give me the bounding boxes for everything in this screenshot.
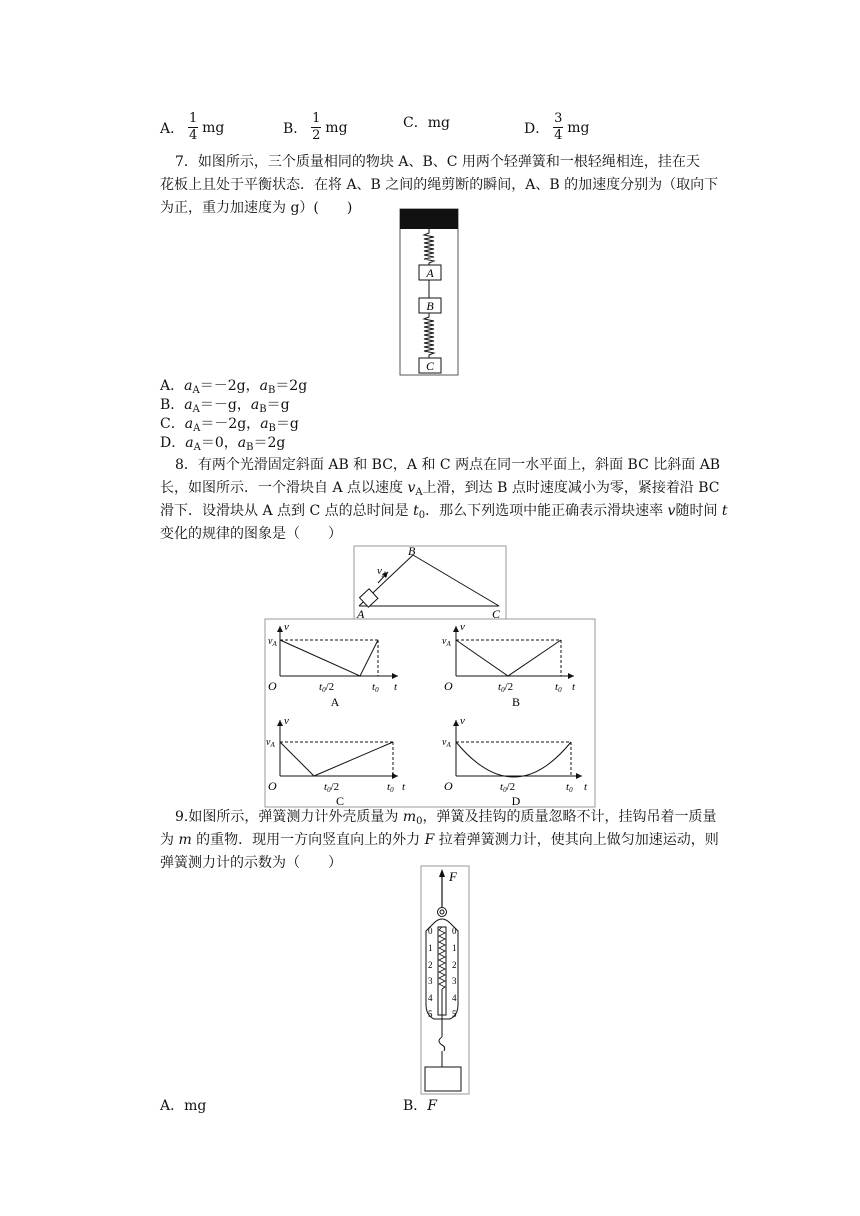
graph-name: A — [330, 695, 340, 709]
symbol: a — [250, 397, 260, 413]
symbol: a — [184, 416, 194, 432]
mark-left-5: 5 — [428, 1009, 433, 1019]
v-axis-arrow — [277, 720, 283, 726]
subscript: 0 — [416, 816, 423, 827]
symbol: a — [260, 416, 269, 432]
mark-right-4: 4 — [452, 993, 457, 1003]
subscript: A — [192, 404, 200, 415]
slider-block — [360, 589, 378, 607]
value-b: ＝g — [266, 397, 290, 413]
mark-right-3: 3 — [452, 976, 457, 986]
fraction — [311, 112, 321, 143]
graph-b — [442, 621, 576, 709]
v-curve — [456, 640, 561, 676]
text: ．那么下列选项中能正确表示滑块速率 — [425, 503, 668, 519]
v-axis-arrow — [453, 626, 459, 632]
half-t0-label: t0/2 — [319, 681, 335, 694]
q9-option-a: A．mg — [160, 1098, 207, 1114]
numerator: 1 — [188, 111, 198, 126]
graph-a — [268, 621, 398, 709]
subscript: B — [268, 423, 276, 434]
text: 滑下．设滑块从 A 点到 C 点的总时间是 — [160, 503, 414, 519]
subscript: A — [415, 487, 423, 498]
q7-option-d — [160, 434, 285, 457]
v-axis-label: v — [460, 715, 465, 727]
mark-right-2: 2 — [452, 960, 457, 970]
t0-label: t0 — [566, 781, 573, 794]
half-t0-label: t0/2 — [500, 781, 516, 794]
q9-option-b — [403, 1097, 437, 1115]
t-axis-label: t — [572, 681, 576, 693]
va-label: $v_A$ — [268, 636, 277, 648]
option-letter: D． — [524, 120, 550, 137]
symbol-t: t — [721, 503, 728, 519]
mark-left-2: 2 — [428, 960, 433, 970]
symbol: a — [259, 378, 268, 394]
value-a: ＝－2g， — [200, 416, 261, 432]
block-a-label: A — [426, 266, 434, 280]
option-value: F — [427, 1098, 438, 1114]
symbol: a — [237, 435, 247, 451]
lower-spring — [424, 313, 434, 358]
velocity-label: $v_A$ — [377, 565, 387, 579]
q9-stem-line-2 — [160, 831, 719, 849]
mark-right-1: 1 — [452, 943, 457, 953]
t-axis-label: t — [394, 681, 398, 693]
text: 拉着弹簧测力计，使其向上做匀加速运动，则 — [434, 832, 719, 848]
panel-border — [265, 619, 595, 807]
t-axis-label: t — [584, 781, 588, 793]
q8-stem-line-3 — [160, 502, 728, 525]
top-ring-inner — [440, 910, 444, 914]
mark-right-0: 0 — [452, 926, 457, 936]
origin-label: O — [268, 679, 277, 693]
graph-d — [442, 715, 588, 808]
t-axis-arrow — [576, 773, 582, 779]
symbol-v: v — [407, 480, 416, 496]
option-text: C．mg — [403, 115, 450, 131]
mark-left-0: 0 — [428, 926, 433, 936]
point-b-label: B — [408, 545, 416, 558]
subscript: B — [246, 442, 254, 453]
value-a: ＝－g， — [199, 397, 251, 413]
subscript: A — [193, 442, 201, 453]
option-letter: D． — [160, 435, 186, 451]
t0-label: t0 — [387, 781, 394, 794]
v-axis-arrow — [277, 626, 283, 632]
v-curve — [280, 742, 393, 776]
va-label: $v_A$ — [442, 636, 451, 648]
value-b: ＝2g — [253, 435, 286, 451]
text: 的重物．现用一方向竖直向上的外力 — [191, 832, 425, 848]
denominator: 4 — [554, 128, 563, 143]
hook — [439, 1037, 445, 1051]
mark-right-5: 5 — [452, 1009, 457, 1019]
q7-stem-line-1: 7．如图所示，三个质量相同的物块 A、B、C 用两个轻弹簧和一根轻绳相连，挂在天 — [175, 154, 700, 170]
v-axis-label: v — [284, 715, 289, 727]
t-axis-label: t — [402, 781, 406, 793]
subscript: B — [259, 404, 267, 415]
symbol: a — [184, 378, 193, 394]
q8-stem-line-2 — [160, 479, 720, 502]
v-axis-arrow — [453, 720, 459, 726]
q8-stem-line-4: 变化的规律的图象是（ ） — [160, 526, 342, 542]
option-letter: A． — [160, 120, 185, 137]
half-t0-label: t0/2 — [324, 781, 340, 794]
q6-option-a — [160, 112, 224, 143]
point-a-label: A — [357, 607, 365, 620]
q6-option-b — [283, 112, 348, 143]
origin-label: O — [268, 779, 277, 793]
v-curve — [280, 640, 378, 676]
option-letter: B． — [283, 120, 308, 137]
option-unit: mg — [202, 119, 225, 136]
subscript: B — [267, 385, 276, 396]
q7-stem-line-3: 为正，重力加速度为 g）( ) — [160, 200, 353, 216]
value-a: ＝0， — [200, 435, 238, 451]
symbol-t: t — [413, 503, 419, 519]
graph-c — [266, 715, 406, 808]
fraction — [188, 112, 198, 143]
t0-label: t0 — [372, 681, 379, 694]
subscript: A — [193, 423, 201, 434]
point-c-label: C — [492, 607, 501, 620]
q6-option-c — [403, 112, 450, 132]
q9-stem-line-3: 弹簧测力计的示数为（ ） — [160, 855, 342, 871]
block-b-label: B — [426, 299, 434, 313]
block-c-label: C — [425, 359, 435, 373]
v-axis-label: v — [284, 621, 289, 633]
fraction — [553, 112, 563, 143]
option-letter: B． — [160, 397, 185, 413]
q6-option-d — [524, 112, 589, 143]
t-axis-arrow — [392, 673, 398, 679]
graph-name: B — [511, 695, 521, 709]
subscript: A — [192, 385, 200, 396]
text: 随时间 — [675, 503, 722, 519]
option-letter: A． — [160, 378, 185, 394]
option-letter: B． — [403, 1098, 428, 1114]
v-axis-label: v — [460, 621, 465, 633]
text: 为 — [160, 832, 179, 848]
option-letter: C． — [160, 416, 185, 432]
text: 9.如图所示，弹簧测力计外壳质量为 — [175, 809, 403, 825]
text: 长，如图所示．一个滑块自 A 点以速度 — [160, 480, 408, 496]
va-label: $v_A$ — [266, 737, 275, 749]
numerator: 1 — [312, 111, 321, 126]
force-arrowhead — [439, 869, 445, 877]
subscript: 0 — [418, 510, 426, 521]
value-a: ＝－2g， — [199, 378, 260, 394]
q9-spring-scale-figure — [420, 865, 470, 1095]
graph-name: D — [511, 794, 521, 808]
denominator: 4 — [188, 128, 198, 143]
q8-stem-line-1: 8．有两个光滑固定斜面 AB 和 BC，A 和 C 两点在同一水平面上，斜面 BC 比斜面 AB — [175, 457, 721, 473]
weight-block — [425, 1067, 461, 1091]
figure-border — [354, 546, 506, 619]
symbol-f: F — [424, 832, 435, 848]
top-ring — [438, 908, 447, 917]
va-label: $v_A$ — [442, 737, 451, 749]
q7-stem-line-2: 花板上且处于平衡状态．在将 A、B 之间的绳剪断的瞬间，A、B 的加速度分别为（取向下 — [160, 177, 719, 193]
text: 上滑，到达 B 点时速度减小为零，紧接着沿 BC — [422, 480, 720, 496]
text: ，弹簧及挂钩的质量忽略不计，挂钩吊着一质量 — [422, 809, 717, 825]
slider — [360, 589, 378, 607]
upper-spring — [424, 229, 434, 265]
value-b: ＝2g — [275, 378, 308, 394]
symbol: a — [185, 435, 194, 451]
incline-bc — [413, 555, 499, 606]
q8-graphs-panel — [264, 618, 596, 808]
symbol-v: v — [667, 503, 676, 519]
denominator: 2 — [312, 128, 321, 143]
ceiling — [400, 209, 458, 229]
symbol: a — [184, 397, 193, 413]
mark-left-3: 3 — [428, 976, 433, 986]
graph-name: C — [335, 794, 345, 808]
half-t0-label: t0/2 — [498, 681, 514, 694]
numerator: 3 — [554, 111, 563, 126]
t-axis-arrow — [568, 673, 574, 679]
t0-label: t0 — [555, 681, 562, 694]
value-b: ＝g — [275, 416, 299, 432]
symbol-m: m — [402, 809, 417, 825]
v-curve — [456, 742, 571, 777]
q7-spring-figure — [398, 207, 460, 377]
q9-stem-line-1 — [175, 808, 716, 831]
symbol-m: m — [178, 832, 192, 848]
mark-left-1: 1 — [428, 943, 433, 953]
force-label: F — [449, 869, 457, 884]
origin-label: O — [444, 679, 453, 693]
origin-label: O — [444, 779, 453, 793]
option-unit: mg — [325, 119, 348, 136]
option-unit: mg — [567, 119, 590, 136]
q8-incline-figure — [353, 545, 507, 620]
mark-left-4: 4 — [428, 993, 433, 1003]
